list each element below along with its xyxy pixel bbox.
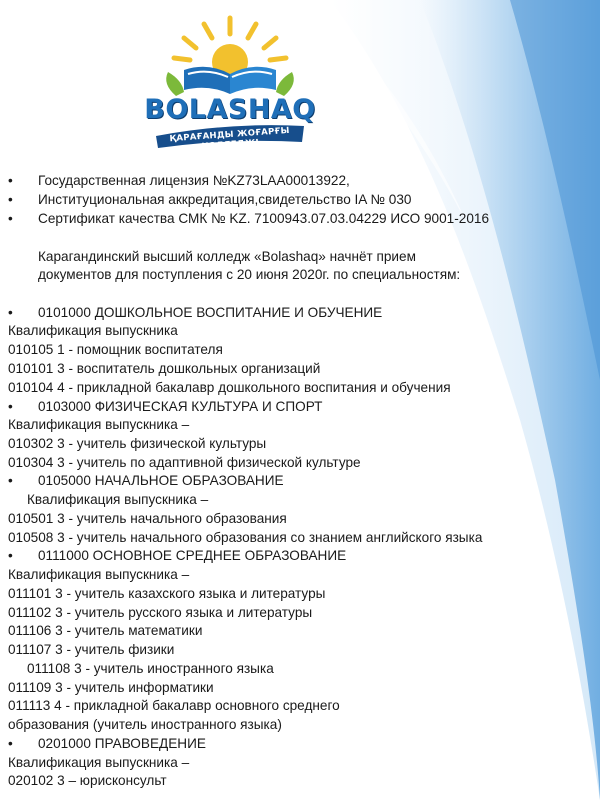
qualification-item: 010508 3 - учитель начального образования со знанием английского языка <box>8 530 483 545</box>
specialty-heading: • 0201000 ПРАВОВЕДЕНИЕ <box>8 736 206 751</box>
certificate-line: • Сертификат качества СМК № KZ. 7100943.07.03.04229 ИСО 9001-2016 <box>8 211 490 226</box>
intro-line: Карагандинский высший колледж «Bolashaq» начнёт прием <box>38 249 416 264</box>
accreditation-line: • Институциональная аккредитация,свидетельство IA № 030 <box>8 192 412 207</box>
qualification-label: Квалификация выпускника – <box>27 492 209 507</box>
logo-brand-text: BOLASHAQ <box>144 94 316 125</box>
qualification-item: 011101 3 - учитель казахского языка и литературы <box>8 586 326 601</box>
qualification-label: Квалификация выпускника – <box>8 755 190 770</box>
qualification-item: 020102 3 – юрисконсульт <box>8 773 167 788</box>
qualification-item: 011107 3 - учитель физики <box>8 642 175 657</box>
license-line: • Государственная лицензия №KZ73LAA00013922, <box>8 173 350 188</box>
qualification-label: Квалификация выпускника – <box>8 567 190 582</box>
qualification-item: 010104 4 - прикладной бакалавр дошкольного воспитания и обучения <box>8 380 451 395</box>
qualification-item: 011102 3 - учитель русского языка и литературы <box>8 605 313 620</box>
specialty-heading: • 0103000 ФИЗИЧЕСКАЯ КУЛЬТУРА И СПОРТ <box>8 399 323 414</box>
qualification-item: 011113 4 - прикладной бакалавр основного среднего <box>8 698 340 713</box>
specialty-heading: • 0101000 ДОШКОЛЬНОЕ ВОСПИТАНИЕ И ОБУЧЕНИЕ <box>8 305 383 320</box>
qualification-label: Квалификация выпускника – <box>8 417 190 432</box>
qualification-item: образования (учитель иностранного языка) <box>8 717 282 732</box>
qualification-item: 010105 1 - помощник воспитателя <box>8 342 223 357</box>
qualification-label: Квалификация выпускника <box>8 323 178 338</box>
specialty-heading: • 0111000 ОСНОВНОЕ СРЕДНЕЕ ОБРАЗОВАНИЕ <box>8 548 347 563</box>
specialty-heading: • 0105000 НАЧАЛЬНОЕ ОБРАЗОВАНИЕ <box>8 473 284 488</box>
qualification-item: 010302 3 - учитель физической культуры <box>8 436 267 451</box>
qualification-item: 011109 3 - учитель информатики <box>8 680 214 695</box>
qualification-item: 010501 3 - учитель начального образования <box>8 511 287 526</box>
qualification-item: 010101 3 - воспитатель дошкольных организаций <box>8 361 321 376</box>
qualification-item: 011108 3 - учитель иностранного языка <box>27 661 274 676</box>
logo-ribbon-text: ҚАРАҒАНДЫ ЖОҒАРҒЫ КОЛЛЕДЖІ <box>169 125 291 152</box>
intro-line: документов для поступления с 20 июня 2020г. по специальностям: <box>38 267 461 282</box>
qualification-item: 011106 3 - учитель математики <box>8 623 203 638</box>
qualification-item: 010304 3 - учитель по адаптивной физической культуре <box>8 455 361 470</box>
